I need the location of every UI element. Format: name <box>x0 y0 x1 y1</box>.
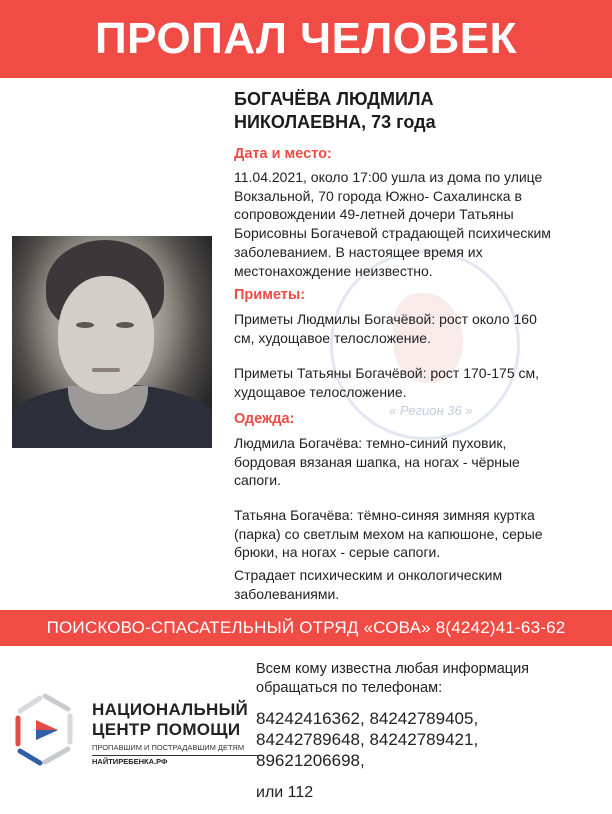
person-photo <box>12 236 212 448</box>
logo-title: НАЦИОНАЛЬНЫЙ ЦЕНТР ПОМОЩИ <box>92 700 249 739</box>
clothes-text-2: Татьяна Богачёва: тёмно-синяя зимняя куртка (парка) со светлым мехом на капюшоне, серые брюки, на ногах - серые сапоги. <box>234 507 543 561</box>
logo-subtitle: ПРОПАВШИМ И ПОСТРАДАВШИМ ДЕТЯМ <box>92 743 262 756</box>
clothes-text-1: Людмила Богачёва: темно-синий пуховик, бордовая вязаная шапка, на ногах - чёрные сапоги. <box>234 435 520 489</box>
search-team-text: ПОИСКОВО-СПАСАТЕЛЬНЫЙ ОТРЯД «СОВА» 8(4242)41-63-62 <box>46 618 566 637</box>
signs-label: Приметы: <box>234 287 306 303</box>
clothes-label: Одежда: <box>234 411 295 427</box>
emergency-number[interactable]: или 112 <box>256 784 314 801</box>
clothes-text-3: Страдает психическим и онкологическим заболеваниями. <box>234 567 503 602</box>
hexagon-play-icon <box>10 690 80 770</box>
person-name: БОГАЧЁВА ЛЮДМИЛА НИКОЛАЕВНА, 73 года <box>234 89 436 132</box>
logo-url[interactable]: НАЙТИРЕБЕНКА.РФ <box>92 757 168 766</box>
page-header <box>0 0 612 78</box>
phone-numbers[interactable]: 84242416362, 84242789405, 84242789648, 84242789421, 89621206698, <box>256 709 479 770</box>
header-title: ПРОПАЛ ЧЕЛОВЕК <box>95 14 517 63</box>
watermark-text: « Регион 36 » <box>389 403 473 418</box>
date-place-text: 11.04.2021, около 17:00 ушла из дома по улице Вокзальной, 70 города Южно- Сахалинска в сопровождении 49-летней дочери Татьяны Борисовны Богачевой страдающей психическим заболеванием. В настоящее время их местонахождение неизвестно. <box>234 169 551 279</box>
signs-text-2: Приметы Татьяны Богачёвой: рост 170-175 см, худощавое телосложение. <box>234 365 540 400</box>
search-team-band <box>0 610 612 646</box>
date-place-label: Дата и место: <box>234 146 332 162</box>
contact-intro: Всем кому известна любая информация обращаться по телефонам: <box>256 661 530 696</box>
signs-text-1: Приметы Людмилы Богачёвой: рост около 160 см, худощавое телосложение. <box>234 311 537 346</box>
